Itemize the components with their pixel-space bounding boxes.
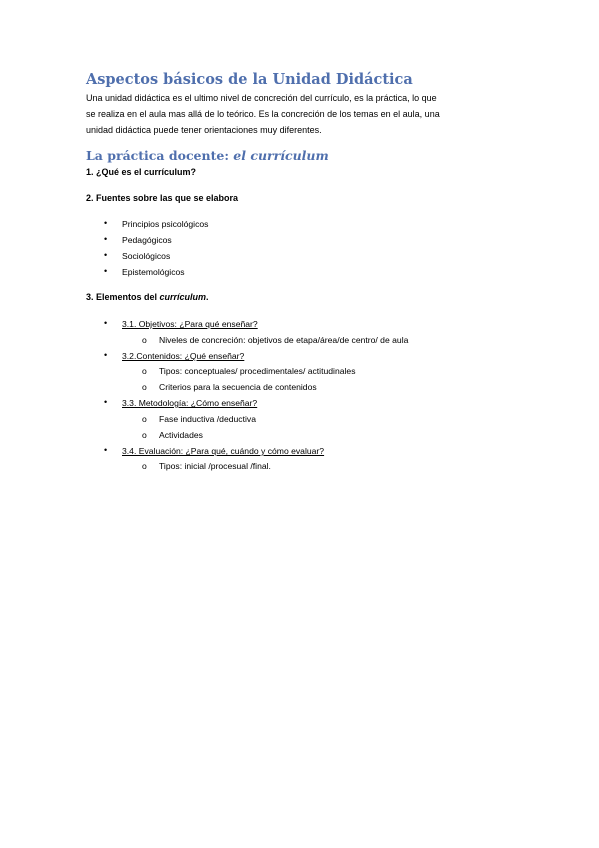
intro-paragraph bbox=[86, 90, 526, 138]
sub-bullet-icon: o bbox=[142, 430, 147, 440]
question-2: 2. Fuentes sobre las que se elabora bbox=[86, 193, 239, 203]
bullet-icon: • bbox=[104, 250, 108, 260]
sub-list-item: Fase inductiva /deductiva bbox=[159, 414, 256, 424]
bullet-icon: • bbox=[104, 234, 108, 244]
bullet-icon: • bbox=[104, 318, 108, 328]
sub-bullet-icon: o bbox=[142, 382, 147, 392]
element-link[interactable]: 3.4. Evaluación: ¿Para qué, cuándo y cómo evaluar? bbox=[122, 446, 325, 456]
question-3-italic: currículum bbox=[159, 292, 207, 302]
bullet-icon: • bbox=[104, 350, 108, 360]
question-1: 1. ¿Qué es el currículum? bbox=[86, 167, 197, 177]
list-item: Pedagógicos bbox=[122, 235, 172, 245]
bullet-icon: • bbox=[104, 266, 108, 276]
bullet-icon: • bbox=[104, 445, 108, 455]
sub-list-item: Tipos: conceptuales/ procedimentales/ actitudinales bbox=[159, 366, 356, 376]
page-title: Aspectos básicos de la Unidad Didáctica bbox=[86, 71, 413, 88]
question-3-end: . bbox=[206, 292, 209, 302]
sub-bullet-icon: o bbox=[142, 414, 147, 424]
section-heading-text: La práctica docente: bbox=[86, 148, 234, 163]
element-link[interactable]: 3.1. Objetivos: ¿Para qué enseñar? bbox=[122, 319, 258, 329]
sub-bullet-icon: o bbox=[142, 335, 147, 345]
list-item: Epistemológicos bbox=[122, 267, 185, 277]
intro-line: Una unidad didáctica es el ultimo nivel de concreción del currículo, es la práctica, lo que bbox=[86, 93, 437, 103]
sub-list-item: Niveles de concreción: objetivos de etapa/área/de centro/ de aula bbox=[159, 335, 409, 345]
list-item: Principios psicológicos bbox=[122, 219, 209, 229]
sub-bullet-icon: o bbox=[142, 366, 147, 376]
section-heading-italic: el currículum bbox=[233, 148, 329, 163]
bullet-icon: • bbox=[104, 397, 108, 407]
element-link[interactable]: 3.3. Metodología: ¿Cómo enseñar? bbox=[122, 398, 258, 408]
sub-bullet-icon: o bbox=[142, 461, 147, 471]
bullet-icon: • bbox=[104, 218, 108, 228]
list-item: Sociológicos bbox=[122, 251, 171, 261]
intro-line: se realiza en el aula mas allá de lo teórico. Es la concreción de los temas en el aula, una bbox=[86, 109, 440, 119]
question-3-text: 3. Elementos del bbox=[86, 292, 160, 302]
intro-line: unidad didáctica puede tener orientaciones muy diferentes. bbox=[86, 125, 322, 135]
sub-list-item: Tipos: inicial /procesual /final. bbox=[159, 461, 271, 471]
sub-list-item: Criterios para la secuencia de contenidos bbox=[159, 382, 317, 392]
sub-list-item: Actividades bbox=[159, 430, 203, 440]
section-heading bbox=[86, 148, 329, 163]
question-3 bbox=[86, 292, 209, 302]
element-link[interactable]: 3.2.Contenidos: ¿Qué enseñar? bbox=[122, 351, 245, 361]
